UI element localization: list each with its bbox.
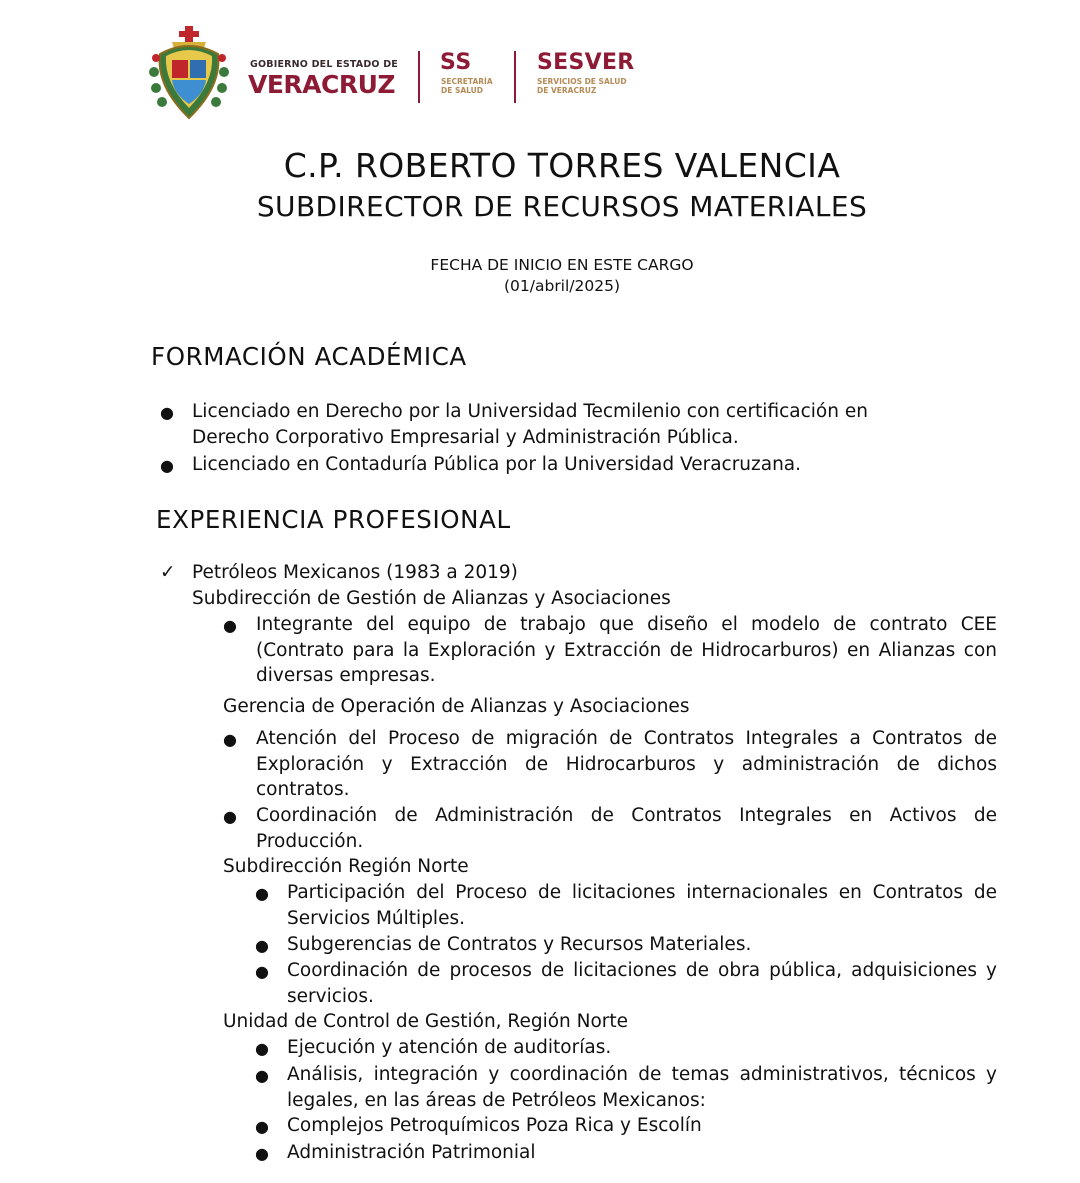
unit-name: Gerencia de Operación de Alianzas y Asociaciones xyxy=(223,696,690,717)
ss-subtitle: SECRETARÍA DE SALUD xyxy=(441,77,493,95)
person-name: C.P. ROBERTO TORRES VALENCIA xyxy=(283,146,841,185)
position-title: SUBDIRECTOR DE RECURSOS MATERIALES xyxy=(256,190,868,223)
bullet-icon: ● xyxy=(255,1117,269,1136)
list-item: Coordinación de Administración de Contratos Integrales en Activos de Producción. xyxy=(256,805,997,852)
bullet-icon: ● xyxy=(160,403,174,422)
list-item: Participación del Proceso de licitaciones internacionales en Contratos de Servicios Múltiples. xyxy=(287,882,997,929)
list-item: Análisis, integración y coordinación de temas administrativos, técnicos y legales, en las áreas de Petróleos Mexicanos: xyxy=(287,1064,997,1111)
section-heading-formacion: FORMACIÓN ACADÉMICA xyxy=(151,342,467,371)
bullet-icon: ● xyxy=(255,1144,269,1163)
bullet-icon: ● xyxy=(255,936,269,955)
logo-divider xyxy=(514,51,516,103)
list-item: Licenciado en Contaduría Pública por la Universidad Veracruzana. xyxy=(192,454,802,475)
checkmark-icon: ✓ xyxy=(160,562,176,583)
employer-name: Petróleos Mexicanos (1983 a 2019) xyxy=(192,562,518,583)
list-item: Ejecución y atención de auditorías. xyxy=(287,1037,612,1058)
bullet-icon: ● xyxy=(223,730,237,749)
start-date: (01/abril/2025) xyxy=(503,277,621,295)
ss-wordmark: SS xyxy=(440,50,472,75)
bullet-icon: ● xyxy=(160,456,174,475)
bullet-icon: ● xyxy=(255,962,269,981)
veracruz-wordmark: VERACRUZ xyxy=(248,70,396,99)
list-item: Subgerencias de Contratos y Recursos Materiales. xyxy=(287,934,752,955)
bullet-icon: ● xyxy=(255,1066,269,1085)
sesver-wordmark: SESVER xyxy=(537,50,635,75)
bullet-icon: ● xyxy=(255,1039,269,1058)
list-item: Coordinación de procesos de licitaciones de obra pública, adquisiciones y servicios. xyxy=(287,960,997,1007)
list-item: Complejos Petroquímicos Poza Rica y Escolín xyxy=(287,1115,702,1136)
veracruz-coat-of-arms-logo xyxy=(148,24,230,124)
list-item: Administración Patrimonial xyxy=(287,1142,536,1163)
unit-name: Subdirección de Gestión de Alianzas y Asociaciones xyxy=(192,588,671,609)
bullet-icon: ● xyxy=(223,616,237,635)
bullet-icon: ● xyxy=(223,807,237,826)
unit-name: Unidad de Control de Gestión, Región Norte xyxy=(223,1011,629,1032)
section-heading-experiencia: EXPERIENCIA PROFESIONAL xyxy=(156,505,511,534)
unit-name: Subdirección Región Norte xyxy=(223,856,469,877)
sesver-subtitle: SERVICIOS DE SALUD DE VERACRUZ xyxy=(537,77,627,95)
list-item: Licenciado en Derecho por la Universidad Tecmilenio con certificación en Derecho Corporativo Empresarial y Administración Pública. xyxy=(192,401,868,448)
gov-small-text: GOBIERNO DEL ESTADO DE xyxy=(250,59,398,70)
list-item: Atención del Proceso de migración de Contratos Integrales a Contratos de Exploración y Extracción de Hidrocarburos y administración de dichos contratos. xyxy=(256,728,997,800)
bullet-icon: ● xyxy=(255,884,269,903)
logo-divider xyxy=(418,51,420,103)
start-date-label: FECHA DE INICIO EN ESTE CARGO xyxy=(430,256,694,274)
list-item: Integrante del equipo de trabajo que diseño el modelo de contrato CEE (Contrato para la Exploración y Extracción de Hidrocarburos) en Alianzas con diversas empresas. xyxy=(256,614,997,686)
